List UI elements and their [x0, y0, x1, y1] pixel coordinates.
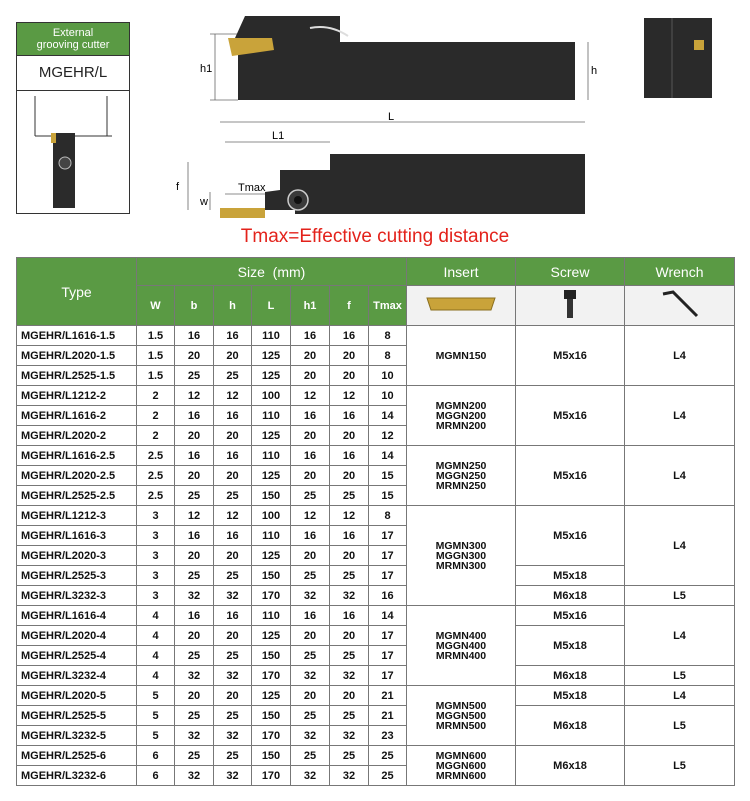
insert-cell [407, 746, 516, 786]
insert-code: MRMN300 [435, 559, 487, 572]
type-cell: MGEHR/L1616-4 [17, 606, 137, 626]
col-f-header: f [330, 286, 369, 326]
tool-label-box [16, 22, 130, 214]
type-cell: MGEHR/L2525-6 [17, 746, 137, 766]
screw-cell: M6x18 [516, 746, 625, 786]
wrench-cell: L4 [625, 446, 735, 506]
tool-caption [17, 23, 129, 56]
size-cell: 17 [369, 566, 407, 586]
insert-code: MGMN150 [435, 349, 487, 362]
spec-table [16, 257, 735, 786]
insert-cell [407, 506, 516, 606]
size-cell: 17 [369, 666, 407, 686]
size-cell: 110 [252, 326, 291, 346]
size-cell: 20 [330, 346, 369, 366]
size-cell: 150 [252, 706, 291, 726]
col-w-header: W [137, 286, 175, 326]
size-cell: 32 [214, 586, 252, 606]
size-cell: 16 [330, 606, 369, 626]
size-cell: 8 [369, 326, 407, 346]
screw-image [516, 286, 625, 326]
wrench-header: Wrench [625, 258, 735, 286]
type-cell: MGEHR/L1616-1.5 [17, 326, 137, 346]
size-cell: 4 [137, 626, 175, 646]
size-cell: 20 [330, 366, 369, 386]
screw-cell: M5x16 [516, 446, 625, 506]
size-cell: 21 [369, 706, 407, 726]
size-cell: 32 [214, 666, 252, 686]
size-cell: 170 [252, 726, 291, 746]
wrench-image [625, 286, 735, 326]
insert-code: MGMN400 [435, 629, 487, 642]
size-cell: 20 [214, 626, 252, 646]
size-cell: 32 [175, 586, 214, 606]
insert-image [407, 286, 516, 326]
screw-cell: M5x16 [516, 606, 625, 626]
insert-cell [407, 686, 516, 746]
table-row [17, 326, 735, 346]
size-cell: 16 [369, 586, 407, 606]
size-cell: 100 [252, 506, 291, 526]
size-cell: 16 [330, 526, 369, 546]
size-cell: 16 [214, 406, 252, 426]
size-cell: 150 [252, 566, 291, 586]
size-cell: 3 [137, 506, 175, 526]
size-cell: 16 [214, 526, 252, 546]
size-cell: 25 [330, 486, 369, 506]
insert-cell [407, 386, 516, 446]
type-cell: MGEHR/L1616-2.5 [17, 446, 137, 466]
end-view-diagram [640, 14, 720, 104]
size-cell: 5 [137, 686, 175, 706]
type-cell: MGEHR/L2020-2 [17, 426, 137, 446]
size-cell: 16 [175, 326, 214, 346]
size-cell: 25 [175, 646, 214, 666]
size-cell: 25 [291, 486, 330, 506]
size-cell: 125 [252, 626, 291, 646]
size-cell: 32 [330, 766, 369, 786]
size-cell: 6 [137, 766, 175, 786]
size-cell: 25 [291, 746, 330, 766]
size-cell: 16 [291, 326, 330, 346]
size-cell: 25 [214, 646, 252, 666]
size-cell: 1.5 [137, 366, 175, 386]
size-cell: 20 [330, 466, 369, 486]
size-cell: 20 [214, 426, 252, 446]
size-cell: 12 [214, 386, 252, 406]
size-cell: 12 [291, 386, 330, 406]
dim-L1-label: L1 [272, 130, 285, 142]
table-row [17, 686, 735, 706]
size-cell: 20 [291, 686, 330, 706]
insert-code: MRMN500 [435, 719, 487, 732]
size-cell: 1.5 [137, 326, 175, 346]
tool-holder-thumbnail [17, 91, 129, 211]
size-cell: 20 [291, 546, 330, 566]
size-cell: 110 [252, 526, 291, 546]
insert-header: Insert [407, 258, 516, 286]
size-cell: 32 [214, 726, 252, 746]
tool-caption-line1: External [52, 27, 94, 39]
size-cell: 25 [214, 486, 252, 506]
size-cell: 17 [369, 546, 407, 566]
size-cell: 32 [291, 586, 330, 606]
size-cell: 12 [330, 506, 369, 526]
size-cell: 16 [291, 446, 330, 466]
screw-cell: M5x16 [516, 506, 625, 566]
wrench-cell: L4 [625, 686, 735, 706]
type-header: Type [17, 258, 137, 326]
screw-cell: M6x18 [516, 586, 625, 606]
size-cell: 150 [252, 486, 291, 506]
size-cell: 12 [175, 506, 214, 526]
size-cell: 16 [214, 326, 252, 346]
size-cell: 20 [291, 426, 330, 446]
type-cell: MGEHR/L2020-1.5 [17, 346, 137, 366]
size-cell: 3 [137, 586, 175, 606]
size-cell: 20 [175, 626, 214, 646]
dim-w-label: w [200, 196, 208, 208]
type-cell: MGEHR/L2525-5 [17, 706, 137, 726]
size-cell: 25 [330, 566, 369, 586]
size-cell: 25 [291, 706, 330, 726]
screw-cell: M6x18 [516, 666, 625, 686]
screw-cell: M5x16 [516, 326, 625, 386]
size-cell: 4 [137, 666, 175, 686]
size-cell: 32 [175, 766, 214, 786]
size-cell: 2.5 [137, 466, 175, 486]
size-cell: 25 [291, 646, 330, 666]
size-cell: 10 [369, 366, 407, 386]
size-cell: 16 [330, 446, 369, 466]
size-cell: 25 [175, 366, 214, 386]
size-cell: 125 [252, 466, 291, 486]
insert-code: MGGN500 [435, 709, 487, 722]
col-tmax-header: Tmax [369, 286, 407, 326]
spec-table-body [17, 326, 735, 786]
insert-code: MGMN500 [435, 699, 487, 712]
screw-cell: M6x18 [516, 706, 625, 746]
col-h-header: h [214, 286, 252, 326]
size-cell: 2.5 [137, 446, 175, 466]
tool-model: MGEHR/L [17, 56, 129, 91]
top-view-diagram [190, 8, 610, 108]
wrench-image-graphic [655, 288, 705, 320]
col-b-header: b [175, 286, 214, 326]
size-cell: 16 [330, 406, 369, 426]
tmax-note: Tmax=Effective cutting distance [240, 226, 510, 247]
size-cell: 150 [252, 646, 291, 666]
table-row [17, 386, 735, 406]
size-cell: 3 [137, 526, 175, 546]
size-cell: 32 [330, 666, 369, 686]
size-cell: 8 [369, 346, 407, 366]
size-cell: 25 [214, 566, 252, 586]
size-cell: 25 [175, 706, 214, 726]
size-cell: 4 [137, 606, 175, 626]
insert-code: MGGN400 [435, 639, 487, 652]
type-cell: MGEHR/L2020-5 [17, 686, 137, 706]
size-cell: 17 [369, 626, 407, 646]
size-cell: 125 [252, 686, 291, 706]
size-cell: 20 [330, 686, 369, 706]
size-cell: 17 [369, 646, 407, 666]
insert-code: MRMN250 [435, 479, 487, 492]
size-cell: 2 [137, 406, 175, 426]
screw-cell: M5x18 [516, 566, 625, 586]
size-cell: 16 [291, 606, 330, 626]
size-header: Size (mm) [137, 258, 407, 286]
table-row [17, 666, 735, 686]
size-cell: 20 [291, 466, 330, 486]
insert-image-graphic [421, 292, 501, 316]
size-cell: 15 [369, 466, 407, 486]
insert-code: MRMN600 [435, 769, 487, 782]
dim-h-label: h [591, 65, 598, 77]
size-cell: 20 [175, 686, 214, 706]
size-cell: 32 [291, 726, 330, 746]
table-row [17, 706, 735, 726]
size-cell: 20 [330, 546, 369, 566]
type-cell: MGEHR/L2525-2.5 [17, 486, 137, 506]
size-cell: 125 [252, 426, 291, 446]
size-cell: 32 [175, 666, 214, 686]
size-cell: 32 [175, 726, 214, 746]
dim-L-label: L [388, 112, 395, 123]
screw-cell: M5x18 [516, 626, 625, 666]
size-cell: 20 [175, 546, 214, 566]
size-cell: 16 [175, 526, 214, 546]
size-cell: 32 [330, 586, 369, 606]
insert-cell [407, 326, 516, 386]
tool-caption-line2: grooving cutter [36, 39, 110, 51]
size-cell: 20 [214, 466, 252, 486]
size-cell: 20 [291, 366, 330, 386]
size-cell: 4 [137, 646, 175, 666]
type-cell: MGEHR/L2525-4 [17, 646, 137, 666]
size-cell: 20 [175, 466, 214, 486]
size-cell: 25 [214, 746, 252, 766]
screw-cell: M5x18 [516, 686, 625, 706]
size-cell: 20 [214, 546, 252, 566]
type-cell: MGEHR/L2020-3 [17, 546, 137, 566]
size-cell: 16 [330, 326, 369, 346]
size-cell: 23 [369, 726, 407, 746]
size-cell: 125 [252, 366, 291, 386]
type-cell: MGEHR/L2525-1.5 [17, 366, 137, 386]
table-row [17, 606, 735, 626]
size-cell: 25 [214, 366, 252, 386]
dim-h1-label: h1 [200, 63, 213, 75]
size-cell: 110 [252, 446, 291, 466]
type-cell: MGEHR/L2525-3 [17, 566, 137, 586]
size-cell: 16 [214, 606, 252, 626]
size-cell: 14 [369, 606, 407, 626]
size-cell: 32 [330, 726, 369, 746]
size-cell: 16 [291, 406, 330, 426]
insert-code: MGGN250 [435, 469, 487, 482]
type-cell: MGEHR/L1616-3 [17, 526, 137, 546]
type-cell: MGEHR/L1212-2 [17, 386, 137, 406]
type-cell: MGEHR/L3232-5 [17, 726, 137, 746]
size-cell: 25 [369, 746, 407, 766]
side-view-diagram [170, 112, 610, 227]
size-cell: 16 [214, 446, 252, 466]
screw-image-graphic [555, 288, 585, 320]
size-cell: 2 [137, 426, 175, 446]
size-cell: 12 [291, 506, 330, 526]
dim-f-label: f [176, 181, 180, 193]
size-cell: 25 [330, 706, 369, 726]
size-cell: 170 [252, 586, 291, 606]
size-cell: 5 [137, 706, 175, 726]
insert-code: MGGN200 [435, 409, 487, 422]
size-cell: 110 [252, 606, 291, 626]
insert-code: MGGN600 [435, 759, 487, 772]
size-cell: 16 [175, 446, 214, 466]
type-cell: MGEHR/L3232-6 [17, 766, 137, 786]
wrench-cell: L5 [625, 706, 735, 746]
wrench-cell: L4 [625, 606, 735, 666]
size-cell: 25 [214, 706, 252, 726]
insert-code: MGMN250 [435, 459, 487, 472]
size-cell: 32 [214, 766, 252, 786]
size-cell: 25 [175, 746, 214, 766]
size-cell: 25 [175, 566, 214, 586]
size-cell: 25 [330, 746, 369, 766]
size-cell: 25 [175, 486, 214, 506]
size-cell: 21 [369, 686, 407, 706]
screw-cell: M5x16 [516, 386, 625, 446]
col-h1-header: h1 [291, 286, 330, 326]
size-cell: 15 [369, 486, 407, 506]
size-cell: 25 [291, 566, 330, 586]
size-cell: 125 [252, 546, 291, 566]
size-cell: 20 [175, 426, 214, 446]
size-cell: 3 [137, 566, 175, 586]
size-cell: 1.5 [137, 346, 175, 366]
wrench-cell: L4 [625, 386, 735, 446]
insert-code: MGMN200 [435, 399, 487, 412]
size-cell: 110 [252, 406, 291, 426]
size-cell: 20 [214, 686, 252, 706]
wrench-cell: L4 [625, 506, 735, 586]
insert-code: MRMN200 [435, 419, 487, 432]
size-cell: 8 [369, 506, 407, 526]
size-cell: 14 [369, 446, 407, 466]
size-cell: 125 [252, 346, 291, 366]
size-cell: 20 [291, 346, 330, 366]
size-cell: 10 [369, 386, 407, 406]
dim-tmax-label: Tmax [238, 182, 266, 194]
wrench-cell: L5 [625, 746, 735, 786]
size-cell: 16 [175, 406, 214, 426]
size-cell: 20 [175, 346, 214, 366]
size-cell: 32 [291, 666, 330, 686]
type-cell: MGEHR/L2020-2.5 [17, 466, 137, 486]
size-cell: 170 [252, 766, 291, 786]
size-cell: 12 [330, 386, 369, 406]
size-cell: 12 [369, 426, 407, 446]
type-cell: MGEHR/L2020-4 [17, 626, 137, 646]
size-cell: 12 [214, 506, 252, 526]
insert-cell [407, 446, 516, 506]
size-cell: 32 [291, 766, 330, 786]
size-cell: 2 [137, 386, 175, 406]
table-row [17, 446, 735, 466]
insert-code: MGMN300 [435, 539, 487, 552]
wrench-cell: L5 [625, 586, 735, 606]
size-cell: 20 [291, 626, 330, 646]
table-row [17, 506, 735, 526]
col-l-header: L [252, 286, 291, 326]
insert-code: MGGN300 [435, 549, 487, 562]
size-cell: 16 [175, 606, 214, 626]
wrench-cell: L5 [625, 666, 735, 686]
insert-code: MGMN600 [435, 749, 487, 762]
size-cell: 25 [330, 646, 369, 666]
type-cell: MGEHR/L3232-3 [17, 586, 137, 606]
size-cell: 20 [330, 626, 369, 646]
insert-cell [407, 606, 516, 686]
size-cell: 150 [252, 746, 291, 766]
type-cell: MGEHR/L1616-2 [17, 406, 137, 426]
size-cell: 17 [369, 526, 407, 546]
size-cell: 2.5 [137, 486, 175, 506]
size-cell: 16 [291, 526, 330, 546]
table-row [17, 746, 735, 766]
size-cell: 5 [137, 726, 175, 746]
wrench-cell: L4 [625, 326, 735, 386]
type-cell: MGEHR/L1212-3 [17, 506, 137, 526]
type-cell: MGEHR/L3232-4 [17, 666, 137, 686]
size-cell: 170 [252, 666, 291, 686]
size-cell: 12 [175, 386, 214, 406]
size-cell: 6 [137, 746, 175, 766]
size-cell: 20 [330, 426, 369, 446]
insert-code: MRMN400 [435, 649, 487, 662]
size-cell: 100 [252, 386, 291, 406]
size-cell: 20 [214, 346, 252, 366]
size-cell: 14 [369, 406, 407, 426]
size-cell: 25 [369, 766, 407, 786]
size-cell: 3 [137, 546, 175, 566]
table-row [17, 586, 735, 606]
screw-header: Screw [516, 258, 625, 286]
